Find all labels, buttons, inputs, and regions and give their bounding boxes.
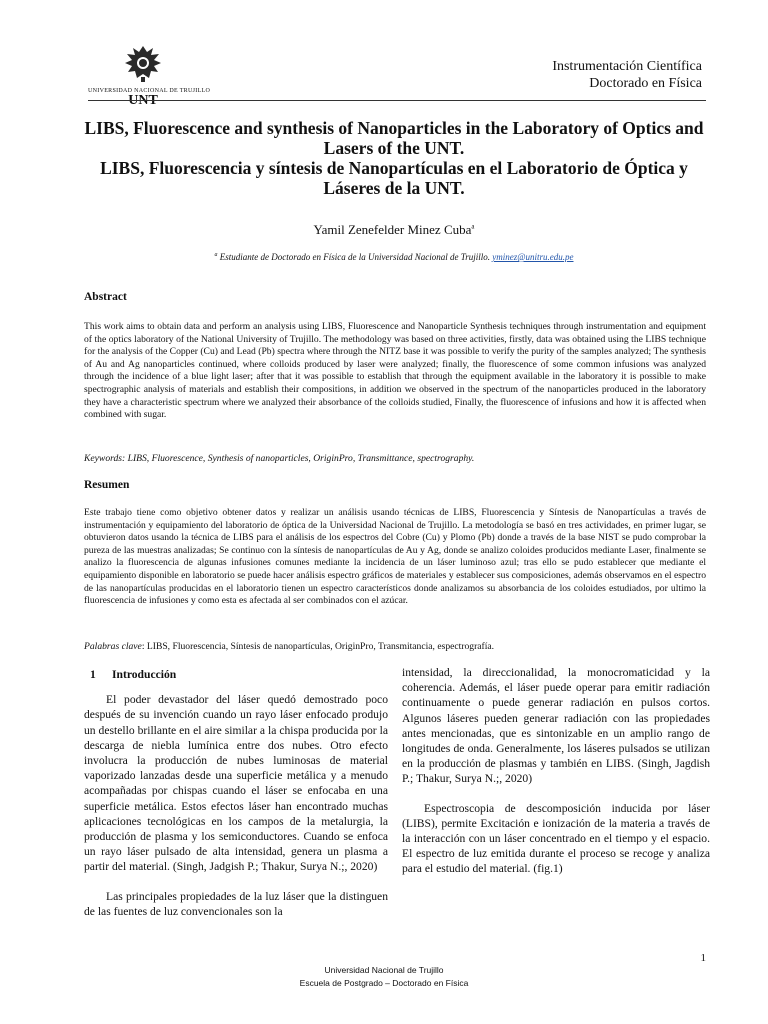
intro-paragraph-4: Espectroscopia de descomposición inducida por láser (LIBS), permite Excitación e ionización de la materia a través de la interacción con un láser concentrado en el tiempo y el espacio. El espectro de luz emitida durante el proceso se recoge y analiza para el estudio del material. (fig.1) xyxy=(402,801,710,876)
footer-line-2: Escuela de Postgrado – Doctorado en Física xyxy=(299,978,469,988)
intro-heading xyxy=(84,667,388,682)
intro-number: 1 xyxy=(90,668,96,681)
column-left xyxy=(84,667,388,919)
title-en-line-1: LIBS, Fluorescence and synthesis of Nanoparticles in the Laboratory of Optics and xyxy=(84,118,704,138)
author-email-link[interactable]: yminez@unitru.edu.pe xyxy=(492,252,574,262)
resumen-heading: Resumen xyxy=(84,479,130,491)
university-logo xyxy=(88,44,211,108)
header-line-1: Instrumentación Científica xyxy=(552,59,702,74)
university-acronym: UNT xyxy=(128,93,158,108)
title-en-line-2: Lasers of the UNT. xyxy=(323,138,465,158)
crest-icon xyxy=(120,44,166,82)
header-line-2: Doctorado en Física xyxy=(589,76,702,91)
intro-paragraph-3: intensidad, la direccionalidad, la monocromaticidad y la coherencia. Además, el láser puede operar para emitir radiación continuamente o puede generar radiación en pulsos cortos. Algunos láseres pueden generar radiación con las propiedades antes mencionadas, que es sintonizable en un amplio rango de longitudes de onda. Generalmente, los láseres pulsados se utilizan en la producción de plasmas y también en LIBS. (Singh, Jagdish P.; Thakur, Surya N.;, 2020) xyxy=(402,666,710,786)
university-name-small: UNIVERSIDAD NACIONAL DE TRUJILLO xyxy=(88,88,211,94)
keywords-text: Keywords: LIBS, Fluorescence, Synthesis of nanoparticles, OriginPro, Transmittance, spectrography. xyxy=(84,453,475,464)
page-number: 1 xyxy=(700,952,706,964)
resumen-body: Este trabajo tiene como objetivo obtener datos y realizar un análisis usando técnicas de LIBS, Fluorescencia y Síntesis de Nanopartículas a través de instrumentación y equipamiento del laboratorio de óptica de la Universidad Nacional de Trujillo. La metodología se basó en tres actividades, en primer lugar, se obtuvieron datos usando la técnica de LIBS para el análisis de los espectros del Cobre (Cu) y Plomo (Pb) donde a través de la base NIST se pudo comprobar la pureza de las muestras analizadas; Se continuo con la síntesis de nanopartículas de Au y Ag, donde se analizo coloides producidos mediante Laser, finalmente se analizo la fluorescencia de algunas infusiones comunes mediante la incidencia de un láser luminoso azul; tras ello se pudo establecer que mediante el equipamiento disponible en laboratorio se puede hacer análisis espectro gráficos de materiales y establecer sus composiciones, además observamos en el espectro de las nanopartículas producidas en el laboratorio tienen un espectro característicos donde analizamos su absorbancia de los coloides estudiados, por ultimo la fluorescencia de infusiones y como esta es afectada al ser combinados con el azúcar. xyxy=(84,507,706,607)
affiliation xyxy=(80,252,708,262)
author-name: Yamil Zenefelder Minez Cuba xyxy=(313,222,472,237)
intro-paragraph-2: Las principales propiedades de la luz láser que la distinguen de las fuentes de luz convencionales son la xyxy=(84,889,388,918)
intro-title: Introducción xyxy=(112,668,177,681)
page-footer xyxy=(0,964,768,990)
intro-paragraph-1: El poder devastador del láser quedó demostrado poco después de su invención cuando un rayo láser enfocado produjo un destello brillante en el aire similar a la chispa producida por la descarga de niebla lumínica entre dos nubes. Otro efecto involucra la producción de nubes luminosas de material vaporizado lanzadas desde una superficie metálica y a menudo acompañadas por chispas cuando el láser se enfocaba en una superficie metálica. Estos efectos láser han encontrado muchas aplicaciones tecnológicas en los campos de la metalurgia, la producción de plasma y los semiconductores. Cuando se enfoca un rayo láser pulsado de alta intensidad, genera un plasma a partir del material. (Singh, Jadgish P.; Thakur, Surya N.;, 2020) xyxy=(84,693,388,874)
palabras-clave-text: : LIBS, Fluorescencia, Síntesis de nanopartículas, OriginPro, Transmitancia, espectrografía. xyxy=(141,641,495,652)
column-right xyxy=(402,665,710,877)
footer-line-1: Universidad Nacional de Trujillo xyxy=(324,965,444,975)
author xyxy=(80,222,708,238)
abstract-heading: Abstract xyxy=(84,291,127,303)
author-mark: a xyxy=(471,222,475,231)
abstract-body: This work aims to obtain data and perform an analysis using LIBS, Fluorescence and Nanoparticle Synthesis techniques through instrumentation and equipment of the optics laboratory of the National University of Trujillo. The methodology was based on three activities, firstly, data was obtained using the LIBS technique for the analysis of the Copper (Cu) and Lead (Pb) spectra where through the NITZ base it was possible to verify the purity of the samples analyzed; The synthesis of Au and Ag nanoparticles continued, where colloids produced by laser were analyzed; finally, the fluorescence of some common infusions was analyzed through the incidence of a blue light laser; after that it was possible to establish that through the equipment available in the laboratory it is possible to make spectrographic analysis of materials and establish their compositions, in addition we observed in the spectrum of the nanoparticles produced in the laboratory they have a characteristic spectrum where we analyzed their absorbance of the colloids studied, Finally, the fluorescence of infusions and how it is affected when combined with sugar. xyxy=(84,321,706,421)
title-es-line-1: LIBS, Fluorescencia y síntesis de Nanopartículas en el Laboratorio de Óptica y xyxy=(100,158,688,178)
palabras-clave xyxy=(84,641,706,652)
palabras-clave-label: Palabras clave xyxy=(84,641,142,652)
paper-title xyxy=(80,118,708,198)
affiliation-text: Estudiante de Doctorado en Física de la Universidad Nacional de Trujillo. xyxy=(219,252,490,262)
title-es-line-2: Láseres de la UNT. xyxy=(323,178,465,198)
header-divider xyxy=(88,100,706,101)
header-course-info xyxy=(552,58,702,92)
keywords xyxy=(84,453,706,464)
affiliation-mark: a xyxy=(214,252,218,258)
